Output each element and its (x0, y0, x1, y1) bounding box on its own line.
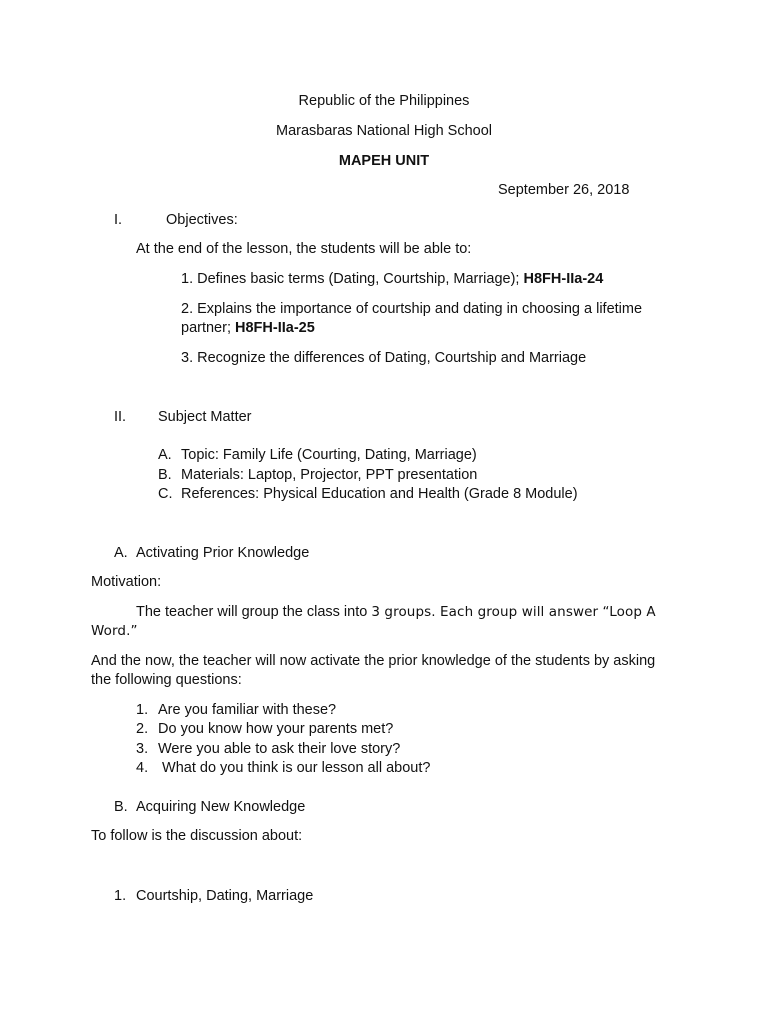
objectives-heading: Objectives: (166, 212, 238, 228)
republic-heading: Republic of the Philippines (298, 93, 470, 109)
discussion-topic-marker: 1. (114, 888, 127, 904)
motivation-label: Motivation: (91, 574, 162, 590)
motivation-text-part2: 3 groups. Each group will answer “Loop A (371, 604, 656, 620)
objectives-intro: At the end of the lesson, the students will be able to: (136, 241, 472, 257)
question-marker: 4. (136, 760, 149, 776)
discussion-topic: Courtship, Dating, Marriage (136, 888, 314, 904)
objective-item-2-line2 (181, 321, 315, 336)
subject-item-marker: A. (158, 447, 172, 463)
question-marker: 1. (136, 702, 149, 718)
objective-item-2-text: partner; (181, 320, 235, 336)
subject-matter-numeral: II. (114, 409, 127, 425)
prior-knowledge-line2: the following questions: (91, 672, 242, 688)
subject-item-topic: Topic: Family Life (Courting, Dating, Marriage) (181, 447, 477, 463)
objective-item-1-text: 1. Defines basic terms (Dating, Courtship, Marriage); (181, 271, 524, 287)
section-b-marker: B. (114, 799, 128, 815)
question-item: Were you able to ask their love story? (158, 741, 401, 757)
school-name: Marasbaras National High School (276, 123, 492, 139)
subject-item-marker: B. (158, 467, 172, 483)
motivation-text-part1: The teacher will group the class into (136, 604, 372, 620)
discussion-intro: To follow is the discussion about: (91, 828, 303, 844)
competency-code: H8FH-IIa-25 (235, 320, 315, 336)
unit-title: MAPEH UNIT (338, 153, 430, 169)
question-item: What do you think is our lesson all about? (158, 760, 431, 776)
subject-item-materials: Materials: Laptop, Projector, PPT presentation (181, 467, 478, 483)
question-item: Are you familiar with these? (158, 702, 337, 718)
motivation-paragraph (136, 605, 656, 620)
subject-item-references: References: Physical Education and Health (Grade 8 Module) (181, 486, 578, 502)
objective-item-3: 3. Recognize the differences of Dating, Courtship and Marriage (181, 350, 587, 366)
subject-matter-heading: Subject Matter (158, 409, 252, 425)
document-date: September 26, 2018 (498, 182, 630, 198)
section-b-heading: Acquiring New Knowledge (136, 799, 306, 815)
question-marker: 3. (136, 741, 149, 757)
competency-code: H8FH-IIa-24 (523, 271, 604, 287)
question-item: Do you know how your parents met? (158, 721, 394, 737)
motivation-text-line2: Word.” (91, 623, 138, 639)
prior-knowledge-line1: And the now, the teacher will now activate the prior knowledge of the students by asking (91, 653, 656, 669)
question-marker: 2. (136, 721, 149, 737)
objective-item-1 (181, 272, 603, 287)
objectives-numeral: I. (114, 212, 123, 228)
section-a-heading: Activating Prior Knowledge (136, 545, 310, 561)
objective-item-2-line1: 2. Explains the importance of courtship and dating in choosing a lifetime (181, 301, 643, 317)
section-a-marker: A. (114, 545, 128, 561)
subject-item-marker: C. (158, 486, 173, 502)
